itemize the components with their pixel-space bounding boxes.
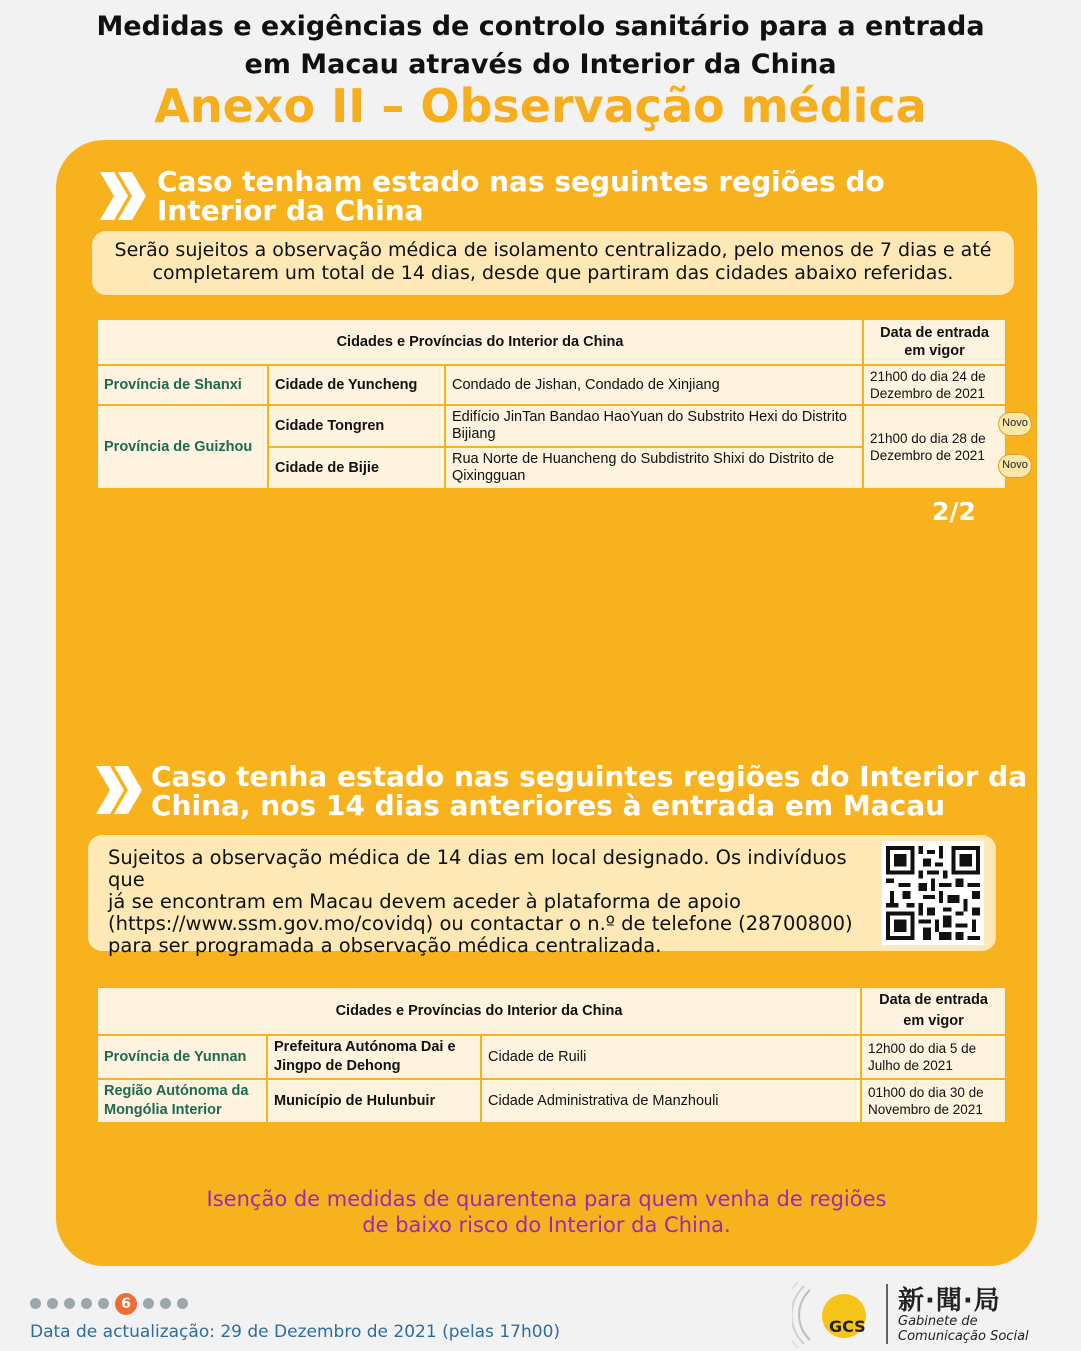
section2-table xyxy=(96,986,1007,1124)
section2-notice: Sujeitos a observação médica de 14 dias em local designado. Os indivíduos que já se encontram em Macau devem aceder à plataforma de apoio (https://www.ssm.gov.mo/covidq) ou contactar o n.º de telefone (28700800) para ser programada a observação médica centralizada. xyxy=(88,835,996,951)
page-title xyxy=(0,8,1081,84)
exemption-note: Isenção de medidas de quarentena para quem venha de regiões de baixo risco do Interior da China. xyxy=(206,1187,887,1237)
page-dot[interactable] xyxy=(160,1298,171,1309)
gcs-logo-icon xyxy=(792,1278,892,1348)
logo-portuguese-2: Comunicação Social xyxy=(898,1329,1029,1344)
double-chevron-icon xyxy=(98,170,148,222)
page-dot[interactable] xyxy=(143,1298,154,1309)
table-row: Cidade de Bijie Rua Norte de Huancheng do Subdistrito Shixi do Distrito de Qixingguan xyxy=(97,447,1006,489)
table-row: Província de Yunnan Prefeitura Autónoma Dai e Jingpo de Dehong Cidade de Ruili 12h00 do dia 5 de Julho de 2021 xyxy=(97,1035,1006,1079)
section1-heading: Caso tenham estado nas seguintes regiões do Interior da China xyxy=(157,165,885,227)
double-chevron-icon xyxy=(94,764,144,816)
page-dot[interactable] xyxy=(47,1298,58,1309)
gcs-logo xyxy=(792,1278,1072,1348)
table-row: Província de Shanxi Cidade de Yuncheng Condado de Jishan, Condado de Xinjiang 21h00 do dia 24 de Dezembro de 2021 xyxy=(97,365,1006,405)
page-dot[interactable] xyxy=(177,1298,188,1309)
table-header-regions: Cidades e Províncias do Interior da China xyxy=(97,987,861,1035)
annex-title: Anexo II – Observação médica xyxy=(154,79,927,133)
table-header-regions: Cidades e Províncias do Interior da China xyxy=(97,319,863,365)
qr-code-icon[interactable] xyxy=(882,841,984,945)
section1-table xyxy=(96,318,1007,490)
table-row: Província de Guizhou Cidade Tongren Edifício JinTan Bandao HaoYuan do Substrito Hexi do Distrito Bijiang 21h00 do dia 28 de Dezembro de 2021 xyxy=(97,405,1006,447)
section2-heading: Caso tenha estado nas seguintes regiões do Interior da China, nos 14 dias anteriores à entrada em Macau xyxy=(151,760,1028,822)
table-row: Região Autónoma da Mongólia Interior Município de Hulunbuir Cidade Administrativa de Manzhouli 01h00 do dia 30 de Novembro de 2021 xyxy=(97,1079,1006,1123)
support-link[interactable]: (https://www.ssm.gov.mo/covidq) ou contactar o n.º de telefone (28700800) xyxy=(108,912,853,935)
logo-portuguese-1: Gabinete de xyxy=(898,1314,978,1329)
new-badge: Novo xyxy=(998,412,1032,436)
logo-chinese: 新·聞·局 xyxy=(898,1286,1001,1316)
page-dot[interactable] xyxy=(30,1298,41,1309)
page-dot[interactable] xyxy=(64,1298,75,1309)
page-dot[interactable] xyxy=(81,1298,92,1309)
svg-text:GCS: GCS xyxy=(829,1317,866,1336)
page-dot[interactable] xyxy=(98,1298,109,1309)
title-line-2: em Macau através do Interior da China xyxy=(244,49,837,80)
update-date: Data de actualização: 29 de Dezembro de 2021 (pelas 17h00) xyxy=(30,1322,561,1342)
table-header-date: Data de entrada em vigor xyxy=(861,987,1006,1035)
new-badge: Novo xyxy=(998,454,1032,478)
page-dot-active[interactable]: 6 xyxy=(115,1293,137,1315)
section1-notice: Serão sujeitos a observação médica de isolamento centralizado, pelo menos de 7 dias e até completarem um total de 14 dias, desde que partiram das cidades abaixo referidas. xyxy=(92,231,1014,295)
title-line-1: Medidas e exigências de controlo sanitário para a entrada xyxy=(96,11,985,42)
table-header-date: Data de entrada em vigor xyxy=(863,319,1006,365)
page-indicator: 2/2 xyxy=(932,497,976,526)
